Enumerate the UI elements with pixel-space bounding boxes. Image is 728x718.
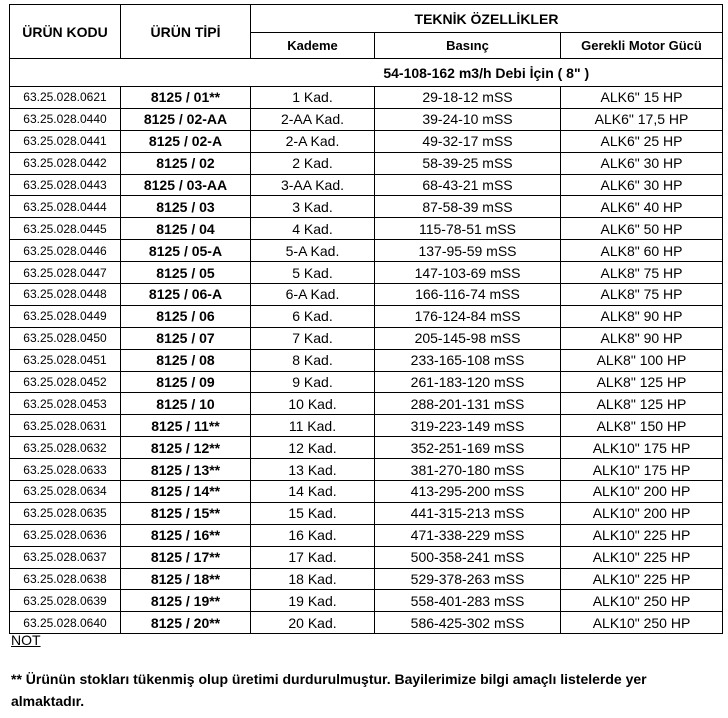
motor-power-cell: ALK10" 175 HP [561, 437, 723, 459]
table-row [10, 87, 723, 109]
product-type-cell: 8125 / 17** [121, 546, 251, 568]
basinc-cell: 205-145-98 mSS [375, 327, 561, 349]
motor-power-cell: ALK6" 25 HP [561, 130, 723, 152]
product-type-cell: 8125 / 12** [121, 437, 251, 459]
basinc-cell: 49-32-17 mSS [375, 130, 561, 152]
product-type-cell: 8125 / 18** [121, 568, 251, 590]
product-type-cell: 8125 / 02-A [121, 130, 251, 152]
kademe-cell: 17 Kad. [251, 546, 375, 568]
product-code-cell: 63.25.028.0451 [10, 349, 121, 371]
note-label: NOT [11, 632, 41, 648]
table-row [10, 459, 723, 481]
kademe-cell: 2-AA Kad. [251, 108, 375, 130]
motor-power-cell: ALK10" 225 HP [561, 568, 723, 590]
product-type-cell: 8125 / 03 [121, 196, 251, 218]
table-row [10, 612, 723, 634]
kademe-cell: 3 Kad. [251, 196, 375, 218]
motor-power-cell: ALK8" 125 HP [561, 393, 723, 415]
basinc-cell: 137-95-59 mSS [375, 240, 561, 262]
product-code-cell: 63.25.028.0444 [10, 196, 121, 218]
kademe-cell: 2 Kad. [251, 152, 375, 174]
product-type-cell: 8125 / 06-A [121, 284, 251, 306]
product-code-cell: 63.25.028.0639 [10, 590, 121, 612]
motor-power-cell: ALK8" 125 HP [561, 371, 723, 393]
table-row [10, 130, 723, 152]
motor-power-cell: ALK10" 250 HP [561, 590, 723, 612]
basinc-cell: 471-338-229 mSS [375, 524, 561, 546]
kademe-cell: 19 Kad. [251, 590, 375, 612]
section-spacer [10, 59, 251, 87]
product-spec-table [9, 4, 723, 634]
header-kademe: Kademe [251, 33, 375, 59]
product-code-cell: 63.25.028.0446 [10, 240, 121, 262]
kademe-cell: 3-AA Kad. [251, 174, 375, 196]
motor-power-cell: ALK10" 250 HP [561, 612, 723, 634]
kademe-cell: 4 Kad. [251, 218, 375, 240]
table-row [10, 196, 723, 218]
motor-power-cell: ALK6" 17,5 HP [561, 108, 723, 130]
kademe-cell: 12 Kad. [251, 437, 375, 459]
motor-power-cell: ALK6" 50 HP [561, 218, 723, 240]
product-type-cell: 8125 / 14** [121, 481, 251, 503]
basinc-cell: 381-270-180 mSS [375, 459, 561, 481]
table-row [10, 371, 723, 393]
product-type-cell: 8125 / 05-A [121, 240, 251, 262]
motor-power-cell: ALK10" 225 HP [561, 524, 723, 546]
motor-power-cell: ALK8" 100 HP [561, 349, 723, 371]
product-type-cell: 8125 / 05 [121, 262, 251, 284]
header-urun-tipi: ÜRÜN TİPİ [121, 5, 251, 59]
kademe-cell: 20 Kad. [251, 612, 375, 634]
note-text: ** Ürünün stokları tükenmiş olup üretimi durdurulmuştur. Bayilerimize bilgi amaçlı listelerde yer almaktadır. [11, 671, 647, 709]
product-code-cell: 63.25.028.0638 [10, 568, 121, 590]
basinc-cell: 413-295-200 mSS [375, 481, 561, 503]
product-type-cell: 8125 / 15** [121, 502, 251, 524]
product-type-cell: 8125 / 09 [121, 371, 251, 393]
motor-power-cell: ALK8" 90 HP [561, 305, 723, 327]
product-code-cell: 63.25.028.0440 [10, 108, 121, 130]
product-code-cell: 63.25.028.0443 [10, 174, 121, 196]
kademe-cell: 5-A Kad. [251, 240, 375, 262]
product-code-cell: 63.25.028.0631 [10, 415, 121, 437]
kademe-cell: 6-A Kad. [251, 284, 375, 306]
product-code-cell: 63.25.028.0445 [10, 218, 121, 240]
motor-power-cell: ALK8" 90 HP [561, 327, 723, 349]
product-type-cell: 8125 / 13** [121, 459, 251, 481]
kademe-cell: 1 Kad. [251, 87, 375, 109]
kademe-cell: 6 Kad. [251, 305, 375, 327]
product-type-cell: 8125 / 11** [121, 415, 251, 437]
basinc-cell: 39-24-10 mSS [375, 108, 561, 130]
product-code-cell: 63.25.028.0448 [10, 284, 121, 306]
motor-power-cell: ALK8" 75 HP [561, 262, 723, 284]
section-title: 54-108-162 m3/h Debi İçin ( 8" ) [251, 59, 723, 87]
product-code-cell: 63.25.028.0452 [10, 371, 121, 393]
basinc-cell: 319-223-149 mSS [375, 415, 561, 437]
product-type-cell: 8125 / 04 [121, 218, 251, 240]
basinc-cell: 87-58-39 mSS [375, 196, 561, 218]
product-code-cell: 63.25.028.0640 [10, 612, 121, 634]
product-type-cell: 8125 / 10 [121, 393, 251, 415]
basinc-cell: 166-116-74 mSS [375, 284, 561, 306]
basinc-cell: 68-43-21 mSS [375, 174, 561, 196]
table-row [10, 393, 723, 415]
motor-power-cell: ALK6" 30 HP [561, 174, 723, 196]
table-row [10, 349, 723, 371]
motor-power-cell: ALK6" 30 HP [561, 152, 723, 174]
basinc-cell: 441-315-213 mSS [375, 502, 561, 524]
kademe-cell: 16 Kad. [251, 524, 375, 546]
table-row [10, 568, 723, 590]
basinc-cell: 29-18-12 mSS [375, 87, 561, 109]
product-code-cell: 63.25.028.0637 [10, 546, 121, 568]
table-row [10, 240, 723, 262]
table-row [10, 218, 723, 240]
product-code-cell: 63.25.028.0442 [10, 152, 121, 174]
motor-power-cell: ALK10" 200 HP [561, 502, 723, 524]
product-code-cell: 63.25.028.0441 [10, 130, 121, 152]
motor-power-cell: ALK8" 150 HP [561, 415, 723, 437]
product-type-cell: 8125 / 08 [121, 349, 251, 371]
kademe-cell: 11 Kad. [251, 415, 375, 437]
product-type-cell: 8125 / 02 [121, 152, 251, 174]
motor-power-cell: ALK8" 75 HP [561, 284, 723, 306]
basinc-cell: 500-358-241 mSS [375, 546, 561, 568]
table-row [10, 546, 723, 568]
basinc-cell: 176-124-84 mSS [375, 305, 561, 327]
kademe-cell: 13 Kad. [251, 459, 375, 481]
table-row [10, 502, 723, 524]
product-type-cell: 8125 / 02-AA [121, 108, 251, 130]
basinc-cell: 288-201-131 mSS [375, 393, 561, 415]
table-row [10, 590, 723, 612]
table-row [10, 415, 723, 437]
product-type-cell: 8125 / 16** [121, 524, 251, 546]
basinc-cell: 115-78-51 mSS [375, 218, 561, 240]
kademe-cell: 8 Kad. [251, 349, 375, 371]
basinc-cell: 261-183-120 mSS [375, 371, 561, 393]
kademe-cell: 10 Kad. [251, 393, 375, 415]
basinc-cell: 233-165-108 mSS [375, 349, 561, 371]
motor-power-cell: ALK10" 225 HP [561, 546, 723, 568]
table-row [10, 327, 723, 349]
basinc-cell: 558-401-283 mSS [375, 590, 561, 612]
product-type-cell: 8125 / 19** [121, 590, 251, 612]
header-motor-gucu: Gerekli Motor Gücü [561, 33, 723, 59]
motor-power-cell: ALK10" 200 HP [561, 481, 723, 503]
product-code-cell: 63.25.028.0635 [10, 502, 121, 524]
kademe-cell: 15 Kad. [251, 502, 375, 524]
product-type-cell: 8125 / 03-AA [121, 174, 251, 196]
table-row [10, 437, 723, 459]
basinc-cell: 529-378-263 mSS [375, 568, 561, 590]
product-code-cell: 63.25.028.0636 [10, 524, 121, 546]
header-urun-kodu: ÜRÜN KODU [10, 5, 121, 59]
product-code-cell: 63.25.028.0632 [10, 437, 121, 459]
product-code-cell: 63.25.028.0453 [10, 393, 121, 415]
product-code-cell: 63.25.028.0621 [10, 87, 121, 109]
motor-power-cell: ALK6" 40 HP [561, 196, 723, 218]
kademe-cell: 14 Kad. [251, 481, 375, 503]
table-row [10, 524, 723, 546]
table-row [10, 174, 723, 196]
header-basinc: Basınç [375, 33, 561, 59]
product-code-cell: 63.25.028.0634 [10, 481, 121, 503]
product-code-cell: 63.25.028.0447 [10, 262, 121, 284]
motor-power-cell: ALK10" 175 HP [561, 459, 723, 481]
kademe-cell: 2-A Kad. [251, 130, 375, 152]
table-row [10, 108, 723, 130]
table-row [10, 152, 723, 174]
product-code-cell: 63.25.028.0633 [10, 459, 121, 481]
header-teknik-ozellikler: TEKNİK ÖZELLİKLER [251, 5, 723, 33]
product-type-cell: 8125 / 07 [121, 327, 251, 349]
product-type-cell: 8125 / 01** [121, 87, 251, 109]
product-code-cell: 63.25.028.0450 [10, 327, 121, 349]
table-row [10, 262, 723, 284]
product-code-cell: 63.25.028.0449 [10, 305, 121, 327]
product-type-cell: 8125 / 20** [121, 612, 251, 634]
motor-power-cell: ALK8" 60 HP [561, 240, 723, 262]
kademe-cell: 7 Kad. [251, 327, 375, 349]
basinc-cell: 58-39-25 mSS [375, 152, 561, 174]
kademe-cell: 5 Kad. [251, 262, 375, 284]
motor-power-cell: ALK6" 15 HP [561, 87, 723, 109]
product-type-cell: 8125 / 06 [121, 305, 251, 327]
table-row [10, 305, 723, 327]
basinc-cell: 352-251-169 mSS [375, 437, 561, 459]
section-row [10, 59, 723, 87]
table-row [10, 481, 723, 503]
table-row [10, 284, 723, 306]
kademe-cell: 18 Kad. [251, 568, 375, 590]
kademe-cell: 9 Kad. [251, 371, 375, 393]
basinc-cell: 147-103-69 mSS [375, 262, 561, 284]
basinc-cell: 586-425-302 mSS [375, 612, 561, 634]
